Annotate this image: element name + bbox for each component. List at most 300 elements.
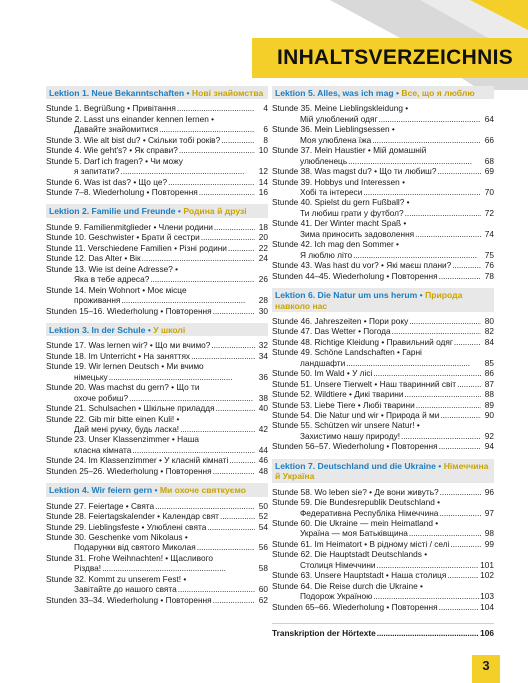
page-title: INHALTSVERZEICHNIS [276, 46, 514, 69]
toc-entry-page: 14 [258, 176, 268, 187]
toc-entry[interactable] [272, 239, 494, 249]
toc-entry-label: Stunde 35. Meine Lieblingskleidung • [272, 103, 409, 114]
lesson-title [275, 461, 494, 482]
toc-entry[interactable] [46, 542, 268, 552]
lesson-block [46, 86, 268, 99]
toc-entry[interactable] [272, 197, 494, 207]
toc-entry-label: Stunde 30. Geschenke vom Nikolaus • [46, 532, 188, 543]
toc-entry[interactable] [46, 145, 268, 155]
lesson-block [46, 483, 268, 496]
toc-entry-label: Завітайте до нашого свята [74, 584, 177, 595]
lesson-spacer [46, 197, 268, 204]
toc-entry-label: Stunde 7–8. Wiederholung • Повторення [46, 187, 198, 198]
toc-entry-label: Stunde 27. Feiertage • Свята [46, 500, 155, 511]
dot-leader [405, 208, 481, 218]
toc-entry-label: Мій улюблений одяг [300, 113, 378, 124]
dot-leader [229, 455, 255, 465]
toc-entry-page: 48 [258, 465, 268, 476]
toc-entry-label: Stunde 12. Das Alter • Вік [46, 253, 141, 264]
lesson-title-de: Lektion 2. Familie und Freunde • [49, 206, 181, 217]
toc-entry-label: Дай мені ручку, будь ласка! [74, 424, 180, 434]
dot-leader [409, 528, 481, 538]
toc-entry-label: Stunde 9. Familienmitglieder • Члени родини [46, 221, 213, 232]
toc-entry-page: 12 [258, 166, 268, 177]
toc-entry-label: Stunde 40. Spielst du gern Fußball? • [272, 197, 410, 208]
toc-entry[interactable] [46, 522, 268, 532]
toc-entry[interactable] [272, 229, 494, 239]
toc-entry-page: 18 [258, 221, 268, 232]
toc-entry-label: Хобі та інтереси [300, 187, 363, 198]
toc-entry-label: Stunden 56–57. Wiederholung • Повторення [272, 441, 438, 452]
lesson-block [46, 204, 268, 217]
dot-leader [454, 337, 481, 347]
toc-entry[interactable] [272, 368, 494, 378]
dot-leader [168, 177, 255, 187]
toc-entry-label: Stunde 52. Wildtiere • Дикі тварини [272, 389, 404, 400]
toc-entry-label: Stunde 17. Was lernen wir? • Що ми вчимо? [46, 340, 211, 351]
toc-entry[interactable] [46, 574, 268, 584]
toc-entry-page: 103 [480, 591, 494, 602]
toc-entry-label: Stunde 54. Die Natur und wir • Природа й ми [272, 410, 440, 420]
toc-entry-label: Stunden 25–26. Wiederholung • Повторення [46, 465, 212, 476]
dot-leader [142, 253, 255, 263]
toc-entry[interactable] [272, 518, 494, 528]
toc-entry-label: Stunde 4. Wie geht's? • Як справи? [46, 145, 178, 156]
toc-entry-page: 101 [480, 559, 494, 570]
toc-entry-label: Моя улюблена їжа [300, 134, 372, 145]
toc-entry-page: 62 [258, 594, 268, 605]
toc-entry[interactable] [46, 253, 268, 263]
toc-entry-label: Stunde 5. Darf ich fragen? • Чи можу [46, 155, 183, 166]
toc-entry-label: Stunde 42. Ich mag den Sommer • [272, 239, 399, 250]
toc-entry[interactable] [46, 274, 268, 284]
toc-entry[interactable] [272, 539, 494, 549]
toc-entry-page: 24 [258, 253, 268, 264]
toc-entry-label: Stunde 48. Richtige Kleidung • Правильний одяг [272, 336, 453, 347]
toc-entry[interactable] [272, 420, 494, 430]
toc-entry-label: Stunden 33–34. Wiederholung • Повторення [46, 594, 212, 605]
toc-entry-label: Stunde 43. Was hast du vor? • Які маєш плани? [272, 260, 452, 271]
toc-entry-label: класна кімната [74, 444, 132, 455]
toc-entry[interactable] [46, 466, 268, 476]
toc-entry-label: Stunde 32. Kommt zu unserem Fest! • [46, 573, 187, 584]
toc-entry[interactable] [46, 306, 268, 316]
toc-entry-page: 10 [258, 145, 268, 156]
toc-entry-page: 72 [484, 207, 494, 218]
dot-leader [201, 232, 255, 242]
toc-entry[interactable] [46, 156, 268, 166]
toc-entry-label: Stunde 64. Die Reise durch die Ukraine • [272, 580, 423, 591]
toc-entry-page: 4 [263, 103, 268, 114]
toc-entry[interactable] [272, 389, 494, 399]
toc-entry-label: Яка в тебе адреса? [74, 274, 150, 285]
toc-entry-label: Stunde 47. Das Wetter • Погода [272, 326, 391, 337]
dot-leader [416, 400, 481, 410]
toc-entry[interactable] [46, 393, 268, 403]
toc-entry-label: Захистимо нашу природу! [300, 430, 401, 441]
toc-entry[interactable] [272, 337, 494, 347]
lesson-title [49, 88, 268, 98]
toc-entry-label: Stunde 13. Wie ist deine Adresse? • [46, 263, 179, 274]
transcript-page: 106 [480, 628, 494, 639]
toc-entry[interactable] [46, 295, 268, 305]
toc-entry-label: Stunden 15–16. Wiederholung • Повторення [46, 305, 212, 316]
lesson-block [272, 288, 494, 312]
toc-entry[interactable] [272, 581, 494, 591]
toc-entry[interactable] [46, 124, 268, 134]
toc-entry[interactable] [272, 218, 494, 228]
toc-entry[interactable] [46, 103, 268, 113]
dot-leader [379, 114, 481, 124]
lesson-title [275, 88, 494, 98]
dot-leader [129, 393, 255, 403]
toc-entry-label: Stunde 63. Unsere Hauptstadt • Наша столиця [272, 570, 447, 581]
toc-entry-label: Stunde 38. Was magst du? • Що ти любиш? [272, 166, 437, 177]
toc-entry-page: 88 [484, 389, 494, 400]
dot-leader [439, 271, 481, 281]
toc-entry-page: 22 [258, 242, 268, 253]
toc-entry-label: Stunde 62. Die Hauptstadt Deutschlands • [272, 549, 428, 560]
toc-entry-page: 66 [484, 134, 494, 145]
dot-leader [415, 229, 481, 239]
toc-entry-page: 82 [484, 326, 494, 337]
toc-entry-page: 38 [258, 392, 268, 403]
toc-entry[interactable] [46, 232, 268, 242]
toc-entry-page: 8 [263, 134, 268, 145]
dot-leader [216, 403, 255, 413]
lesson-title [49, 485, 268, 495]
toc-entry-page: 97 [484, 507, 494, 518]
dot-leader [180, 424, 255, 434]
toc-entry[interactable] [46, 434, 268, 444]
toc-entry[interactable] [46, 361, 268, 371]
toc-entry-page: 36 [258, 371, 268, 382]
toc-entry-label: Stunde 29. Lieblingsfeste • Улюблені свята [46, 521, 207, 532]
toc-entry[interactable] [46, 166, 268, 176]
dot-leader [439, 602, 480, 612]
toc-entry-page: 69 [484, 166, 494, 177]
dot-leader [348, 156, 481, 166]
toc-entry[interactable] [46, 584, 268, 594]
dot-leader [121, 295, 255, 305]
toc-entry-label: Stunde 55. Schützen wir unsere Natur! • [272, 420, 420, 431]
toc-entry[interactable] [272, 602, 494, 612]
toc-entry[interactable] [272, 410, 494, 420]
toc-entry[interactable] [46, 222, 268, 232]
toc-entry-label: Stunde 24. Im Klassenzimmer • У класній кімнаті [46, 455, 229, 466]
lesson-title-ua: Німеччина й Україна [275, 460, 489, 482]
toc-entry[interactable] [272, 156, 494, 166]
toc-entry-label: Stunde 61. Im Heimatort • В рідному місті / селі [272, 538, 450, 549]
toc-entry[interactable] [272, 347, 494, 357]
dot-leader [109, 372, 255, 382]
toc-entry[interactable] [46, 501, 268, 511]
toc-entry[interactable] [272, 145, 494, 155]
toc-entry-label: Stunde 3. Wie alt bist du? • Скільки тобі років? [46, 134, 221, 145]
toc-entry[interactable] [46, 372, 268, 382]
toc-entry-page: 40 [258, 403, 268, 414]
toc-entry[interactable] [272, 400, 494, 410]
dot-leader [102, 563, 255, 573]
toc-entry[interactable] [46, 553, 268, 563]
toc-entry[interactable] [46, 511, 268, 521]
toc-entry-label: Stunde 58. Wo leben sie? • Де вони живуть? [272, 486, 439, 497]
toc-entry-page: 30 [258, 305, 268, 316]
toc-entry-page: 70 [484, 187, 494, 198]
dot-leader [409, 316, 481, 326]
toc-entry-page: 46 [258, 455, 268, 466]
lesson-title-de: Lektion 1. Neue Bekanntschaften • [49, 88, 190, 98]
toc-entry-label: Stunde 21. Schulsachen • Шкільне приладдя [46, 403, 215, 414]
toc-entry-page: 76 [484, 260, 494, 271]
toc-entry-page: 50 [258, 500, 268, 511]
toc-entry[interactable] [46, 532, 268, 542]
toc-entry[interactable] [46, 445, 268, 455]
toc-entry-page: 6 [263, 124, 268, 135]
toc-entry-label: Зима приносить задоволення [300, 228, 415, 239]
toc-entry[interactable] [272, 528, 494, 538]
toc-entry-page: 54 [258, 521, 268, 532]
lesson-block [272, 459, 494, 483]
lesson-spacer [46, 605, 268, 612]
toc-entry-label: Stunde 18. Im Unterricht • На заняттях [46, 350, 191, 361]
toc-entry-label: Stunde 39. Hobbys und Interessen • [272, 176, 405, 187]
toc-entry[interactable] [272, 549, 494, 559]
toc-entry[interactable] [272, 326, 494, 336]
toc-entry-page: 89 [484, 399, 494, 410]
toc-entry[interactable] [272, 271, 494, 281]
toc-entry[interactable] [272, 166, 494, 176]
lesson-title-de: Lektion 5. Alles, was ich mag • [275, 88, 399, 98]
toc-entry-label: Stunde 10. Geschwister • Брати й сестри [46, 232, 200, 243]
lesson-spacer [272, 281, 494, 288]
toc-entry-label: Stunde 31. Frohe Weihnachten! • Щасливого [46, 552, 214, 563]
dot-leader [439, 508, 481, 518]
toc-entry[interactable] [46, 243, 268, 253]
dot-leader [404, 389, 481, 399]
toc-entry-label: Різдва! [74, 563, 102, 574]
dot-leader [377, 628, 479, 638]
dot-leader [439, 441, 481, 451]
toc-entry-page: 102 [480, 570, 494, 581]
dot-leader [213, 306, 255, 316]
toc-entry-page: 44 [258, 444, 268, 455]
toc-entry-page: 96 [484, 486, 494, 497]
toc-entry-label: Подарунки від святого Миколая [74, 542, 196, 553]
lesson-title-de: Lektion 4. Wir feiern gern • [49, 485, 158, 496]
dot-leader [178, 584, 255, 594]
dot-leader [213, 466, 255, 476]
toc-entry[interactable] [46, 382, 268, 392]
toc-entry-label: Stunde 14. Mein Wohnort • Моє місце [46, 284, 187, 295]
toc-entry-page: 60 [258, 584, 268, 595]
toc-entry[interactable] [272, 441, 494, 451]
lesson-title-ua: Ми охоче святкуємо [157, 485, 246, 496]
toc-entry-label: я запитати? [74, 166, 120, 177]
toc-entry-label: Я люблю літо [300, 249, 353, 260]
toc-entry-label: німецьку [74, 371, 108, 382]
toc-entry[interactable] [272, 570, 494, 580]
lesson-title [49, 206, 268, 216]
toc-entry[interactable] [272, 135, 494, 145]
dot-leader [401, 431, 481, 441]
dot-leader [213, 595, 255, 605]
toc-entry[interactable] [46, 414, 268, 424]
toc-entry-label: Stunde 59. Die Bundesrepublik Deutschland • [272, 497, 441, 508]
toc-entry-label: Stunde 19. Wir lernen Deutsch • Ми вчимо [46, 361, 204, 372]
dot-leader [197, 542, 255, 552]
lesson-title-ua: У школі [150, 324, 186, 335]
toc-right-column [272, 86, 494, 639]
toc-entry[interactable] [272, 508, 494, 518]
lesson-title-ua: Все, що я люблю [399, 88, 475, 98]
toc-entry[interactable] [272, 250, 494, 260]
toc-entry[interactable] [272, 497, 494, 507]
toc-entry-page: 84 [484, 336, 494, 347]
toc-entry[interactable] [272, 187, 494, 197]
toc-entry-page: 42 [258, 424, 268, 434]
toc-entry-label: Stunde 20. Was machst du gern? • Що ти [46, 382, 200, 393]
toc-entry-page: 98 [484, 528, 494, 539]
dot-leader [373, 368, 481, 378]
toc-entry-page: 52 [258, 511, 268, 522]
toc-entry-label: Stunde 60. Die Ukraine — mein Heimatland • [272, 517, 439, 528]
toc-entry-label: Stunde 1. Begrüßung • Привітання [46, 103, 176, 114]
toc-entry[interactable] [46, 264, 268, 274]
dot-leader [437, 166, 481, 176]
toc-entry[interactable] [46, 285, 268, 295]
toc-entry-label: Stunde 51. Unsere Tierwelt • Наш тваринний світ [272, 378, 457, 389]
toc-entry[interactable] [272, 431, 494, 441]
dot-leader [450, 539, 481, 549]
toc-entry[interactable] [272, 379, 494, 389]
toc-entry-page: 99 [484, 538, 494, 549]
toc-entry-label: Stunde 37. Mein Haustier • Мій домашній [272, 145, 427, 156]
transcript-entry[interactable] [272, 623, 494, 638]
dot-leader [179, 145, 255, 155]
toc-entry[interactable] [272, 591, 494, 601]
toc-entry[interactable] [46, 403, 268, 413]
transcript-label: Transkription der Hörtexte [272, 628, 376, 639]
toc-entry[interactable] [272, 358, 494, 368]
toc-entry-page: 34 [258, 350, 268, 361]
toc-entry[interactable] [46, 340, 268, 350]
lesson-spacer [46, 476, 268, 483]
dot-leader [392, 326, 481, 336]
dot-leader [372, 135, 481, 145]
toc-entry-label: Україна — моя Батьківщина [300, 528, 408, 539]
toc-entry-page: 58 [258, 563, 268, 574]
toc-entry-page: 32 [258, 340, 268, 351]
dot-leader [363, 187, 481, 197]
toc-entry-label: Stunde 46. Jahreszeiten • Пори року [272, 315, 409, 326]
toc-entry-page: 86 [484, 368, 494, 379]
toc-entry-label: Stunde 53. Liebe Tiere • Любі тварини [272, 399, 415, 410]
lesson-block [272, 86, 494, 99]
toc-entry[interactable] [272, 487, 494, 497]
toc-entry[interactable] [46, 177, 268, 187]
toc-entry-label: Федеративна Республіка Німеччина [300, 507, 439, 518]
toc-entry[interactable] [272, 177, 494, 187]
toc-entry-label: Stunde 6. Was ist das? • Що це? [46, 176, 168, 187]
toc-entry-label: Подорож Україною [300, 591, 373, 602]
toc-entry-page: 94 [484, 441, 494, 452]
dot-leader [221, 135, 255, 145]
dot-leader [121, 166, 255, 176]
dot-leader [132, 445, 255, 455]
toc-entry[interactable] [46, 351, 268, 361]
toc-entry[interactable] [46, 424, 268, 434]
dot-leader [155, 501, 255, 511]
dot-leader [207, 522, 255, 532]
toc-entry-page: 85 [484, 357, 494, 368]
toc-entry-label: охоче робиш? [74, 392, 129, 403]
dot-leader [353, 250, 481, 260]
toc-entry-label: улюбленець [300, 155, 348, 166]
dot-leader [159, 124, 255, 134]
page-number: 3 [482, 658, 490, 673]
toc-entry[interactable] [272, 208, 494, 218]
dot-leader [373, 591, 479, 601]
toc-entry-label: Stunde 49. Schöne Landschaften • Гарні [272, 347, 422, 358]
dot-leader [452, 260, 481, 270]
toc-entry-page: 20 [258, 232, 268, 243]
lesson-title [275, 290, 494, 311]
toc-entry[interactable] [46, 135, 268, 145]
lesson-title-de: Lektion 6. Die Natur um uns herum • [275, 290, 423, 301]
toc-entry-label: Stunde 11. Verschiedene Familien • Різні родини [46, 242, 227, 253]
lesson-spacer [272, 452, 494, 459]
toc-entry-page: 75 [484, 249, 494, 260]
dot-leader [457, 379, 481, 389]
dot-leader [440, 410, 481, 420]
toc-entry-page: 104 [480, 601, 494, 612]
lesson-title-de: Lektion 7. Deutschland und die Ukraine • [275, 460, 442, 471]
toc-entry-label: Stunde 2. Lasst uns einander kennen lernen • [46, 113, 215, 124]
lesson-title-de: Lektion 3. In der Schule • [49, 324, 151, 335]
toc-entry[interactable] [46, 114, 268, 124]
toc-entry-page: 74 [484, 228, 494, 239]
toc-entry[interactable] [272, 260, 494, 270]
toc-entry-label: проживання [74, 295, 121, 306]
dot-leader [220, 511, 255, 521]
toc-entry[interactable] [272, 560, 494, 570]
dot-leader [150, 274, 255, 284]
toc-entry-page: 90 [484, 410, 494, 420]
toc-entry-page: 78 [484, 270, 494, 281]
toc-entry-page: 28 [258, 295, 268, 306]
toc-entry-label: Давайте знайомитися [74, 124, 159, 135]
toc-entry-page: 92 [484, 430, 494, 441]
toc-entry[interactable] [272, 114, 494, 124]
toc-entry[interactable] [46, 595, 268, 605]
lesson-title [49, 325, 268, 335]
toc-entry[interactable] [272, 103, 494, 113]
toc-entry-label: ландшафти [300, 357, 346, 368]
dot-leader [191, 351, 255, 361]
dot-leader [346, 358, 481, 368]
toc-entry[interactable] [46, 563, 268, 573]
lesson-spacer [272, 612, 494, 619]
toc-entry[interactable] [272, 316, 494, 326]
toc-entry[interactable] [46, 187, 268, 197]
toc-entry-label: Stunde 41. Der Winter macht Spaß • [272, 218, 407, 229]
dot-leader [214, 222, 255, 232]
toc-entry[interactable] [46, 455, 268, 465]
toc-entry-label: Ти любиш грати у футбол? [300, 207, 404, 218]
lesson-spacer [46, 316, 268, 323]
toc-entry[interactable] [272, 124, 494, 134]
